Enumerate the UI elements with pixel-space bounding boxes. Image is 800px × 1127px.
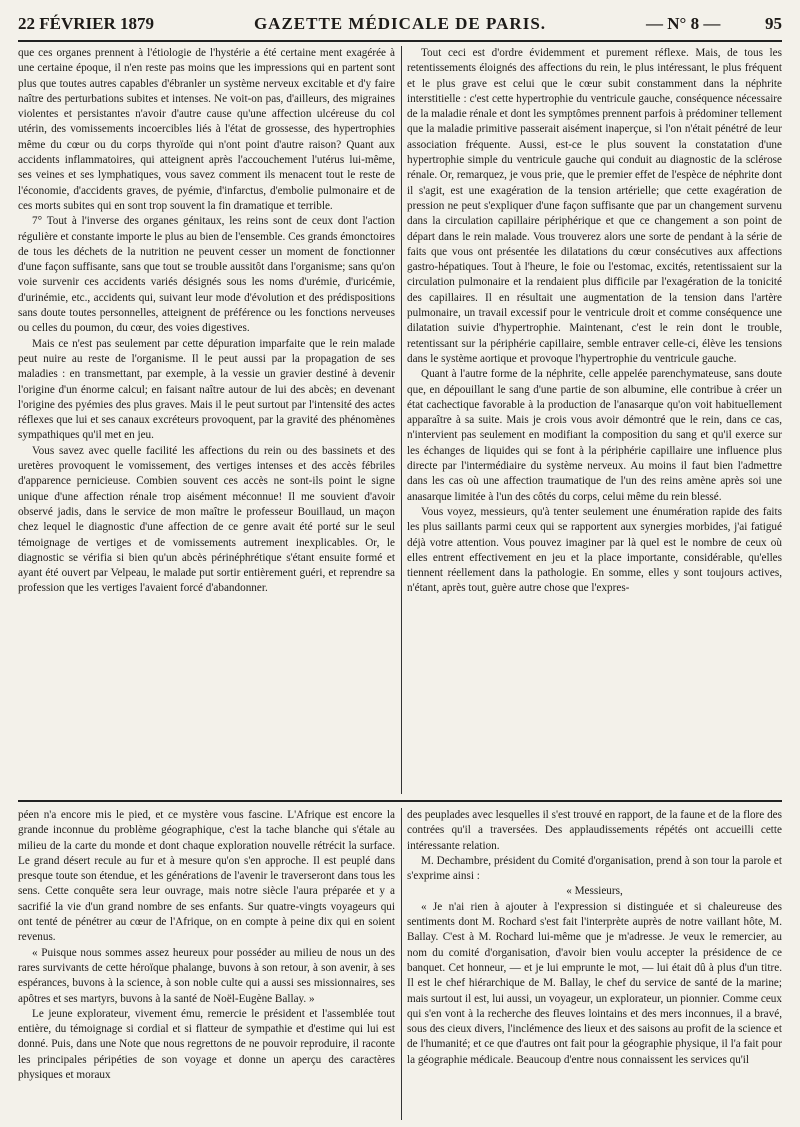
paragraph: « Je n'ai rien à ajouter à l'expression si distinguée et si chaleureuse des sentiments dont M. Rochard s'est fait l'interprète auprès de notre vaillant hôte, M. Ballay. C'est à M. Rochard lui-même que je m'adresse. Je veux le remercier, au nom du comité d'organisation, d'avoir bien voulu accepter la présidence de ce banquet. Cet honneur, — et je lui emprunte le mot, — lui était dû à plus d'un titre. Il est le chef hiérarchique de M. Ballay, le chef du service de santé de la marine; mais surtout il est, lui aussi, un voyageur, un explorateur, un pionnier. Comme ceux qui s'en vont à la recherche des fleuves lointains et des mers inconnues, il a bravé, sous des cieux divers, l'inclémence des lieux et des saisons au profit de la science et de l'humanité; et ce que d'autres ont fait pour la géographie physique, il l'a fait pour la géographie médicale. Beaucoup d'entre nous connaissent les services qu'il — [407, 900, 782, 1066]
paragraph: Vous voyez, messieurs, qu'à tenter seulement une énumération rapide des faits les plus saillants parmi ceux qui se rapportent aux synergies morbides, j'ai fatigué déjà votre attention. Vous pouvez imaginer par là quel est le nombre de ceux où elles entrent effectivement en jeu et la place importante, considérable, qu'elles tiennent réellement dans la pathologie. En somme, elles y sont toujours actives, n'étant, après tout, guère autre chose que l'expres- — [407, 505, 782, 595]
paragraph: que ces organes prennent à l'étiologie de l'hystérie a été certaine ment exagérée à une certaine époque, il n'en reste pas moins que les impressions qui en partent sont plus que toutes autres capables d'ébranler un système nerveux excitable et d'y faire naître des perturbations subites et intenses. Ne voit-on pas, d'ailleurs, des migraines violentes et persistantes n'avoir d'autre cause qu'une affection ulcéreuse du col utérin, des vomissements incoercibles liés à l'état de grossesse, des hypertrophies même du cœur ou du corps thyroïde qui n'ont point d'autre raison? Quant aux accidents inflammatoires, qui atteignent après l'accouchement l'utérus lui-même, ses veines et ses lymphatiques, vous savez comment ils menacent tout le reste de l'économie, d'accidents graves, de pyémie, d'infarctus, d'embolie pulmonaire et de ces morts subites qui en sont trop souvent la fin dramatique et terrible. — [18, 47, 395, 212]
top-left-column — [18, 46, 395, 791]
paragraph: M. Dechambre, président du Comité d'organisation, prend à son tour la parole et s'exprime ainsi : — [407, 854, 782, 883]
header-date: 22 FÉVRIER 1879 — [18, 14, 155, 33]
paragraph: péen n'a encore mis le pied, et ce mystère vous fascine. L'Afrique est encore la grande inconnue du problème géographique, c'est la tache blanche qui s'étale au milieu de la carte du monde et dont chaque exploration nouvelle rétrécit la surface. Le grand désert recule au fur et à mesure qu'on s'en approche. Il est peuplé dans presque toute son étendue, et les générations de l'avenir le traverseront dans tous les sens. Cette conquête sera leur ouvrage, mais notre siècle l'aura préparée et y a sacrifié la vie d'un grand nombre de ses enfants. Sur quatre-vingts voyageurs qui ont tenté de pénétrer au cœur de l'Afrique, on en compte à peine dix qui en soient revenus. — [18, 809, 395, 944]
header-title: GAZETTE MÉDICALE DE PARIS. — [253, 14, 547, 33]
column-divider — [401, 808, 402, 1120]
section-divider — [18, 800, 782, 802]
bottom-right-column — [407, 808, 782, 1120]
paragraph: 7° Tout à l'inverse des organes génitaux, les reins sont de ceux dont l'action régulière et constante importe le plus au bien de l'ensemble. Ces grands émonctoires de tous les déchets de la nutrition ne peuvent cesser un moment de fonctionner d'une façon suffisante, sans que tout se trouble aussitôt dans l'organisme; sans qu'on voie survenir ces accidents variés désignés sous les noms d'urémie, d'uricémie, d'urinémie, etc., accidents qui, suivant leur mode d'évolution et des prédispositions sans doute toutes personnelles, atteignent de préférence ou les fonctions nerveuses ou celles du poumon, du cœur, des voies digestives. — [18, 215, 395, 335]
paragraph: Mais ce n'est pas seulement par cette dépuration imparfaite que le rein malade peut nuire au reste de l'organisme. Il le peut aussi par la propagation de ses maladies : en transmettant, par exemple, à la vessie un gravier destiné à devenir l'origine d'un énorme calcul; en faisant naître autour de lui des abcès; en devenant l'origine des pyémies des plus graves. Mais il le peut surtout par l'intensité des actes réflexes que lui et ses canaux excréteurs provoquent, par la gravité des phénomènes sympathiques qu'il met en jeu. — [18, 337, 395, 442]
bottom-left-column — [18, 808, 395, 1120]
column-divider — [401, 46, 402, 794]
paragraph: Tout ceci est d'ordre évidemment et purement réflexe. Mais, de tous les retentissements éloignés des affections du rein, le plus intéressant, le plus fréquent et le plus grave est celui que le cœur subit constamment dans la néphrite interstitielle : c'est cette hypertrophie du ventricule gauche, conséquence nécessaire de la maladie rénale et dont les symptômes prennent parfois à prédominer tellement que la maladie primitive passerait aisément inaperçue, si l'on n'était pénétré de leur association fréquente. Aussi, est-ce le plus souvent la constatation d'une hypertrophie simple du ventricule gauche qui conduit au diagnostic de la sclérose rénale. Or, remarquez, je vous prie, que le premier effet de l'espèce de néphrite dont il s'agit, est une exagération de la tension artérielle; que cette exagération de pression ne peut s'expliquer d'une façon suffisante que par un changement survenu dans la circulation capillaire périphérique et que ce changement a son point de départ dans le rein malade. Vous trouverez alors une sorte de pendant à la série de faits que vous ont présentée les dilatations du cœur consécutives aux affections gastro-hépatiques. Tout à l'heure, le foie ou l'estomac, excités, retentissaient sur la circulation pulmonaire et la rendaient plus difficile par l'exagération de la tonicité des capillaires. Il en résultait une augmentation de la tension dans l'artère pulmonaire, un travail excessif pour le ventricule droit et comme conséquence une dilatation suivie d'hypertrophie. Maintenant, c'est le rein dont le trouble, retentissant sur la périphérie capillaire, semble entraver celle-ci, élève les tensions dans le système aortique et provoque l'hypertrophie du ventricule gauche. — [407, 47, 782, 365]
paragraph: « Puisque nous sommes assez heureux pour posséder au milieu de nous un des rares survivants de cette héroïque phalange, buvons à son retour, à son avenir, à ses espérances, buvons à la science, à son noble culte qui a aussi ses missionnaires, ses apôtres et ses martyrs, buvons à la santé de Noël-Eugène Ballay. » — [18, 946, 395, 1005]
paragraph: des peuplades avec lesquelles il s'est trouvé en rapport, de la faune et de la flore des contrées qu'il a traversées. Des applaudissements répétés ont accueilli cette intéressante relation. — [407, 809, 782, 852]
paragraph: Le jeune explorateur, vivement ému, remercie le président et l'assemblée tout entière, du témoignage si cordial et si flatteur de sympathie et d'estime qui lui est donné. Puis, dans une Note que nous regrettons de ne pouvoir reproduire, il raconte les principales péripéties de son voyage et donne un aperçu des caractères physiques et moraux — [18, 1007, 395, 1082]
header-issue-number: — N° 8 — — [646, 14, 721, 33]
salutation: « Messieurs, — [566, 885, 623, 898]
header-page-number: 95 — [765, 14, 782, 33]
paragraph: Vous savez avec quelle facilité les affections du rein ou des bassinets et des uretères provoquent le vomissement, des vertiges intenses et des accès fébriles d'apparence pernicieuse. Combien souvent ces accès ne sont-ils point le signe unique d'une affection rénale trop aisément méconnue! Il me souvient d'avoir observé jadis, dans le service de mon maître le professeur Bouillaud, un maçon chez lequel le diagnostic d'une affection de ce genre avait été porté sur le seul témoignage de vertiges et de vomissements autrement inexplicables. Or, le diagnostic se vérifia si bien qu'un abcès périnéphrétique s'étant ensuite formé et ayant été ouvert par Velpeau, le malade put sortir entièrement guéri, et reprendre sa profession que les vertiges l'avaient forcé d'abandonner. — [18, 444, 395, 595]
page-header — [18, 10, 782, 42]
paragraph: Quant à l'autre forme de la néphrite, celle appelée parenchymateuse, sans doute que, en dépouillant le sang d'une partie de son albumine, elle contribue à créer un état cachectique favorable à la production de l'anasarque qu'on voit habituellement apparaître à sa suite. Mais je crois vous avoir démontré que le rein, dans ce cas, n'intervient pas seulement en modifiant la composition du sang et qu'il exerce sur les échanges de liquides qui se font à la périphérie capillaire une influence plus directe par l'intermédiaire du système nerveux. Au moins il faut bien l'admettre dans les cas où une affection traumatique de l'un des reins amène après soi une anasarque limitée à l'un des côtés du corps, celui même du rein blessé. — [407, 368, 782, 503]
newspaper-page — [18, 10, 782, 1120]
top-right-column — [407, 46, 782, 791]
